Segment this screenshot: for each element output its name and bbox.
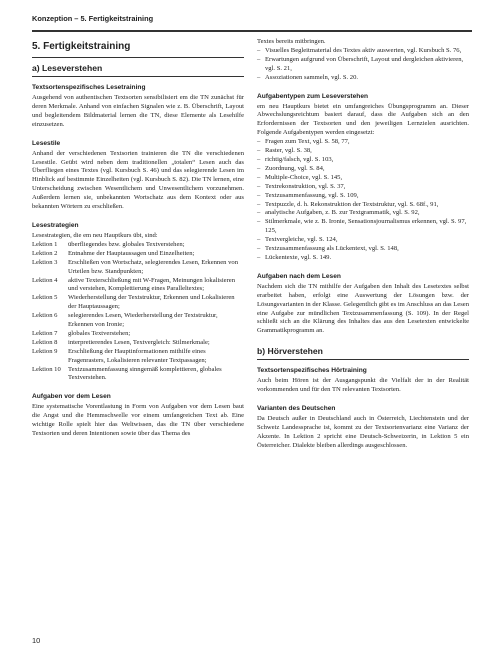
list-item: – Erwartungen aufgrund von Überschrift, Layout und dergleichen aktivieren, vgl. S. 21, <box>257 55 464 72</box>
paragraph-varianten: Da Deutsch außer in Deutschland auch in Österreich, Liechtenstein und der Schweiz Landessprache ist, kommt zu der Textsortenvarianz eine Varianz der Akzente. In Lektion 2 spricht eine Deutsch-Schweizerin, in Lektion 5 ein Österreicher. Dialekte bleiben allerdings ausgeschlossen. <box>257 415 469 449</box>
section-title: 5. Fertigkeitstraining <box>32 38 244 58</box>
list-item: – analytische Aufgaben, z. B. zur Textgrammatik, vgl. S. 92, <box>257 209 420 217</box>
list-item: – Visuelles Begleitmaterial des Textes aktiv auswerten, vgl. Kursbuch S. 76, <box>257 46 462 54</box>
bullet-list-vor <box>257 47 469 83</box>
right-column <box>257 38 469 451</box>
list-item: – richtig/falsch, vgl. S. 103, <box>257 155 334 163</box>
running-header: Konzeption – 5. Fertigkeitstraining <box>32 14 154 23</box>
list-item: – Raster, vgl. S. 38, <box>257 147 312 155</box>
heading-varianten: Varianten des Deutschen <box>257 405 336 413</box>
list-item: – Lückentexte, vgl. S. 149. <box>257 253 332 261</box>
list-item: – Textrekonstruktion, vgl. S. 37, <box>257 182 346 190</box>
list-item: – Stilmerkmale, wie z. B. Ironie, Sensationsjournalismus erkennen, vgl. S. 97, 125, <box>257 218 467 235</box>
paragraph-hoertraining: Auch beim Hören ist der Ausgangspunkt die Vielfalt der in der Realität vorkommenden und für den TN relevanten Textsorten. <box>257 377 469 394</box>
lektion-item: Lektion 2 Entnahme der Hauptaussagen und Einzelheiten; <box>32 249 195 257</box>
lektion-item: Lektion 5 Wiederherstellung der Textstruktur, Erkennen und Lokalisieren der Hauptaussagen; <box>32 294 235 311</box>
heading-hoertraining: Textsortenspezifisches Hörtraining <box>257 367 367 375</box>
lektion-list <box>32 241 244 384</box>
paragraph-lesestile: Anhand der verschiedenen Textsorten trainieren die TN die verschiedenen Lesestile. Geübt wird neben dem traditionellen „totalen“ Lesen auch das Überfliegen eines Textes (vgl. Kursbuch S. 46) und das selegierende Lesen im Hinblick auf bestimmte Einzelheiten (vgl. Kursbuch S. 82). Die TN lernen, eine Unterscheidung zwischen Wesentlichem und Unwesentlichem vorzunehmen. Außerdem lernen sie, unbekannten Wortschatz aus dem Kontext oder aus bekannten Wörtern zu erschließen. <box>32 149 244 211</box>
lektion-item: Lektion 3 Erschließen von Wortschatz, selegierendes Lesen, Erkennen von Urteilen bzw. Standpunkten; <box>32 258 238 275</box>
bullet-list-typen <box>257 138 469 263</box>
list-item: – Textzusammenfassung, vgl. S. 109, <box>257 191 359 199</box>
lektion-item: Lektion 8 interpretierendes Lesen, Textvergleich: Stilmerkmale; <box>32 338 210 346</box>
list-item: – Fragen zum Text, vgl. S. 58, 77, <box>257 138 350 146</box>
heading-aufgabentypen: Aufgabentypen zum Leseverstehen <box>257 92 369 100</box>
list-item: – Textzusammenfassung als Lückentext, vgl. S. 148, <box>257 245 399 253</box>
list-item: – Textvergleiche, vgl. S. 124, <box>257 236 338 244</box>
header-rule <box>32 30 472 32</box>
lektion-item: Lektion 6 selegierendes Lesen, Wiederherstellung der Textstruktur, Erkennen von Ironie; <box>32 312 218 329</box>
paragraph-aufgabentypen: em neu Hauptkurs bietet ein umfangreiches Übungsprogramm an. Dieser Abwechslungsreichtum basiert darauf, dass die Aufgaben sich an den Erfordernissen der Textsorten und den jeweiligen Lernzielen ausrichten. Folgende Aufgabentypen werden eingesetzt: <box>257 102 469 137</box>
lektion-item: Lektion 7 globales Textverstehen; <box>32 329 131 337</box>
heading-vor-dem-lesen: Aufgaben vor dem Lesen <box>32 393 111 401</box>
heading-textsorten: Textsortenspezifisches Lesetraining <box>32 84 146 91</box>
lektion-item: Lektion 1 überfliegendes bzw. globales Textverstehen; <box>32 240 185 248</box>
list-item: – Multiple-Choice, vgl. S. 145, <box>257 173 343 181</box>
page-number: 10 <box>32 636 41 645</box>
lektion-item: Lektion 10 Textzusammenfassung sinngemäß komplettieren, globales Textverstehen. <box>32 365 222 382</box>
paragraph-lesestrategien: Lesestrategien, die em neu Hauptkurs übt, sind: <box>32 231 158 239</box>
heading-lesestrategien: Lesestrategien <box>32 221 79 229</box>
left-column <box>32 38 244 439</box>
paragraph-nach-dem-lesen: Nachdem sich die TN mithilfe der Aufgaben den Inhalt des Lesetextes selbst erarbeitet haben, erfolgt eine Auswertung der Lösungen bzw. der Lösungsvarianten in der Klasse. Gelegentlich gibt es im Anschluss an das Lesen eine Aufgabe zur mündlichen Textzusammenfassung (S. 109). In der Regel schließt sich an die Klärung des Inhaltes das aus den Lesetexten entwickelte Grammatikprogramm an. <box>257 282 469 335</box>
paragraph-continued: Textes bereits mitbringen. <box>257 38 326 45</box>
paragraph-vor-dem-lesen: Eine systematische Vorentlastung in Form von Aufgaben vor dem Lesen baut die Angst und die Hemmschwelle vor einem umfangreichen Text ab. Eine wichtige Rolle spielt hier das Weltwissen, das die TN über verschiedene Textsorten und deren Intentionen sowie über das Thema des <box>32 403 244 438</box>
list-item: – Zuordnung, vgl. S. 84, <box>257 164 325 172</box>
subsection-b-heading: b) Hörverstehen <box>257 346 469 360</box>
heading-lesestile: Lesestile <box>32 139 61 147</box>
subsection-a-heading: a) Leseverstehen <box>32 63 244 77</box>
heading-nach-dem-lesen: Aufgaben nach dem Lesen <box>257 272 341 280</box>
lektion-item: Lektion 9 Erschließung der Hauptinformationen mithilfe eines Fragenrasters, Lokalisieren relevanter Textpassagen; <box>32 347 207 364</box>
list-item: – Textpuzzle, d. h. Rekonstruktion der Textstruktur, vgl. S. 68f., 91, <box>257 200 439 208</box>
paragraph-textsorten: Ausgehend von authentischen Textsorten sensibilisiert em die TN zunächst für deren Merkmale. Anhand von einfachen Signalen wie z. B. Überschrift, Layout und begleitendem Bildmaterial lernen die TN, diese Elemente als Lesehilfe einzusetzen. <box>32 94 244 128</box>
list-item: – Assoziationen sammeln, vgl. S. 20. <box>257 73 359 81</box>
lektion-item: Lektion 4 aktive Texterschließung mit W-Fragen, Meinungen lokalisieren und verstehen, Komplettierung eines Paralleltextes; <box>32 276 236 293</box>
